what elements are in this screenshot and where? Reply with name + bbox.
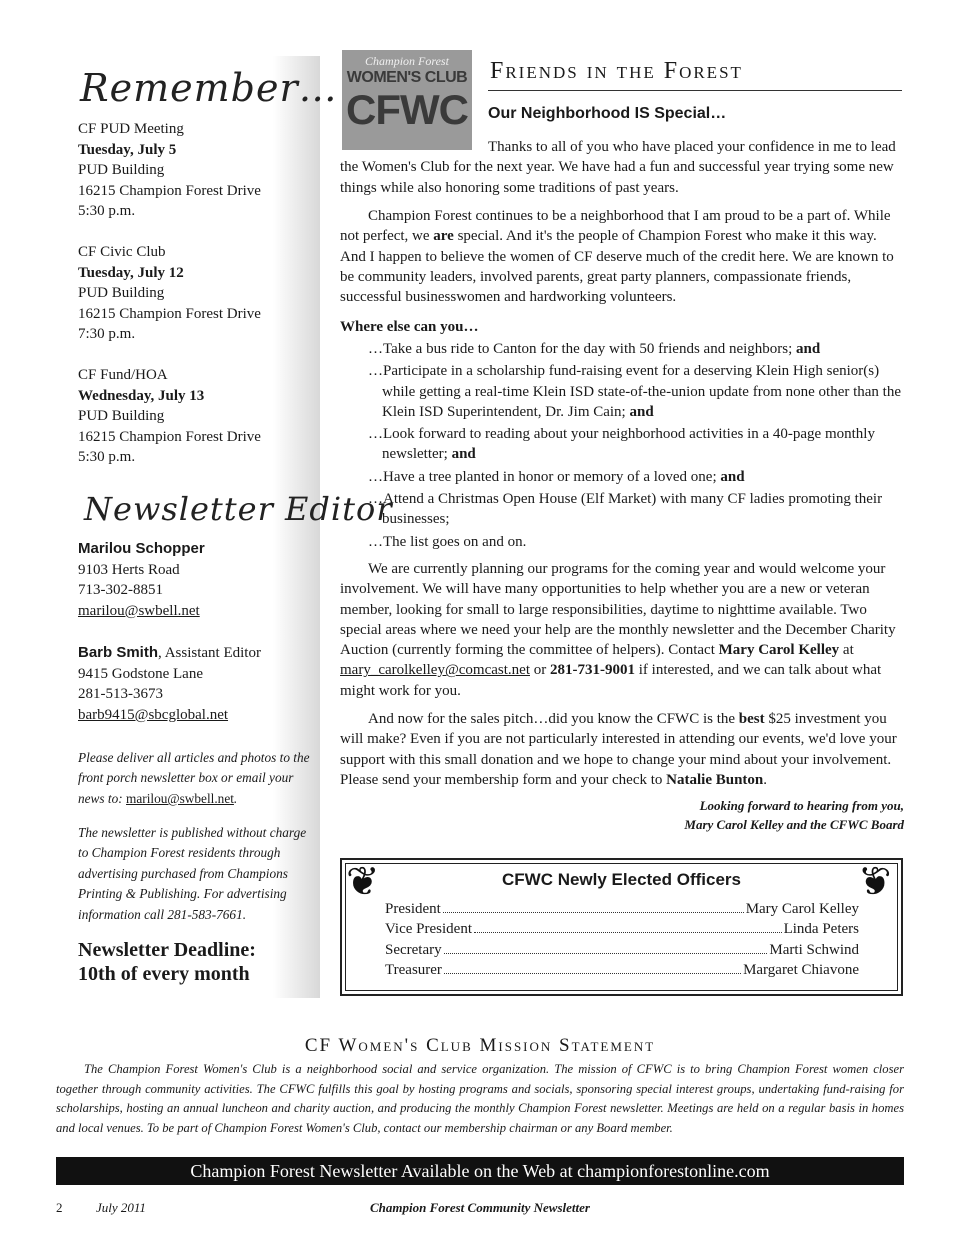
where-label: Where else can you… — [340, 319, 479, 335]
p4-bold: best — [738, 711, 765, 727]
article-paragraph-2 — [340, 206, 905, 307]
officer-role: President — [385, 901, 441, 917]
officer-row — [385, 941, 859, 959]
assistant-contact — [78, 643, 261, 725]
list-item — [368, 532, 908, 552]
p2-text: Champion Forest continues to be a neighborhood that I am proud to be a part of. While not perfect, we — [340, 208, 891, 245]
meeting-name: CF Civic Club — [78, 244, 166, 260]
delivery-note-text: Please deliver all articles and photos to the front porch newsletter box or email your news to: — [78, 750, 310, 806]
web-banner: Champion Forest Newsletter Available on the Web at championforestonline.com — [56, 1157, 904, 1185]
section-title: Friends in the Forest — [490, 58, 743, 84]
list-item — [368, 467, 908, 487]
logo-line2: WOMEN'S CLUB — [346, 69, 468, 86]
footer-date: July 2011 — [96, 1200, 146, 1215]
article-signature — [684, 797, 904, 834]
officers-title: CFWC Newly Elected Officers — [501, 870, 741, 889]
editor-phone: 713-302-8851 — [78, 582, 163, 599]
assistant-email-link[interactable]: barb9415@sbcglobal.net — [78, 706, 229, 723]
officer-role: Secretary — [385, 942, 442, 958]
membership-contact-name: Natalie Bunton — [666, 771, 764, 788]
meeting-time: 5:30 p.m. — [78, 203, 136, 220]
officer-role: Treasurer — [385, 962, 442, 978]
meeting-block — [78, 365, 261, 468]
list-item — [368, 424, 908, 465]
meeting-location: PUD Building — [78, 285, 165, 302]
meeting-address: 16215 Champion Forest Drive — [78, 182, 261, 199]
p2-text: special. And it's the people of Champion Forest who make it this way. And I happen to believe the women of CF deserve much of the credit here. We are known to be community leaders, involved parents, great party planners, compassionate friends, successful businesswomen and hardworking volunteers. — [340, 228, 894, 306]
officer-row — [385, 900, 859, 918]
assistant-role: , Assistant Editor — [158, 645, 261, 661]
officer-name: Linda Peters — [783, 921, 859, 937]
deadline-block — [78, 938, 256, 986]
editor-heading: Newsletter Editor — [84, 490, 393, 528]
leader-dots — [444, 961, 741, 974]
leader-dots — [444, 941, 768, 954]
officer-row — [385, 920, 859, 938]
list-item-conj: and — [792, 341, 821, 357]
editor-email-link[interactable]: marilou@swbell.net — [78, 602, 200, 619]
assistant-name: Barb Smith — [78, 644, 159, 661]
mission-text: The Champion Forest Women's Club is a neighborhood social and service organization. The mission of CFWC is to bring Champion Forest women closer together through community activities. The CFWC fulfills this goal by hosting programs and socials, sponsoring special interest groups, undertaking fund-raising for scholarships, hosting an annual luncheon and charity auction, and producing the monthly Champion Forest newsletter. Meetings are held on a regular basis in homes and local venues. To be part of Champion Forest Women's Club, contact our membership chairman or any Board member. — [56, 1062, 904, 1135]
list-item-text: …Attend a Christmas Open House (Elf Market) with many CF ladies promoting their businesses; — [368, 491, 883, 528]
officer-role: Vice President — [385, 921, 472, 937]
meeting-address: 16215 Champion Forest Drive — [78, 428, 261, 445]
publish-note: The newsletter is published without charge to Champion Forest residents through advertising purchased from Champions Printing & Publishing. For advertising information call 281-583-7661. — [78, 825, 307, 922]
officer-name: Margaret Chiavone — [743, 962, 859, 978]
leader-dots — [474, 920, 782, 933]
meeting-block — [78, 242, 261, 345]
article-subhead: Our Neighborhood IS Special… — [488, 105, 727, 122]
meeting-name: CF PUD Meeting — [78, 121, 184, 137]
list-item-text: …The list goes on and on. — [368, 533, 527, 550]
officer-row — [385, 961, 859, 979]
p4-text: $25 investment you will make? Even if you are not particularly interested in attending our events, we'd love your support with this small donation and we hope to change your mind about your involvement. Please send your membership form and your check to — [340, 711, 897, 788]
editor-name: Marilou Schopper — [78, 540, 205, 557]
editor-address: 9103 Herts Road — [78, 561, 180, 578]
right-flourish-icon: ❦ — [858, 859, 892, 904]
list-item-conj: and — [716, 468, 745, 485]
logo-line1: Champion Forest — [365, 54, 449, 68]
meeting-date: Tuesday, July 12 — [78, 264, 184, 281]
list-item-text: …Take a bus ride to Canton for the day with 50 friends and neighbors; — [368, 341, 793, 357]
list-item-text: …Have a tree planted in honor or memory of a loved one; — [368, 468, 717, 485]
p3-text: We are currently planning our programs for the coming year and would welcome your involvement. We will have many opportunities to help whether you are a new or veteran member, looking for small to large responsibilities, daytime to nighttime available. Two special areas where we need your help are the monthly newsletter and the December Charity Auction (currently forming the committee of helpers). Contact — [340, 561, 896, 659]
footer-publication: Champion Forest Community Newsletter — [370, 1200, 590, 1215]
article-paragraph-1: Thanks to all of you who have placed your confidence in me to lead the Women's Club for the next year. We have had a fun and successful year trying some new things while also honoring some traditions of past years. — [340, 139, 896, 196]
p3-text: or — [529, 662, 550, 679]
meeting-time: 7:30 p.m. — [78, 326, 136, 343]
meeting-location: PUD Building — [78, 408, 165, 425]
section-title-rule — [488, 90, 902, 91]
article-paragraph-3 — [340, 559, 905, 701]
list-item-text: …Participate in a scholarship fund-raising event for a deserving Klein High senior(s) while getting a real-time Klein ISD state-of-the-union update from none other than the Klein ISD Superintendent, Dr. Jim Cain; — [368, 363, 902, 420]
contact-phone: 281-731-9001 — [549, 662, 635, 679]
assistant-phone: 281-513-3673 — [78, 686, 163, 703]
left-flourish-icon: ❦ — [346, 859, 380, 904]
page-number: 2 — [56, 1200, 63, 1215]
signature-line1: Looking forward to hearing from you, — [699, 798, 904, 813]
signature-line2: Mary Carol Kelley and the CFWC Board — [684, 816, 904, 832]
deadline-label: Newsletter Deadline: — [78, 939, 256, 961]
list-item-conj: and — [447, 446, 476, 463]
remember-heading: Remember… — [80, 66, 338, 110]
list-item — [368, 339, 908, 359]
p3-text: at — [839, 642, 854, 659]
delivery-note: Please deliver all articles and photos to the front porch newsletter box or email your news to: marilou@swbell.net. — [78, 750, 310, 806]
contact-email-link[interactable]: mary_carolkelley@comcast.net — [340, 662, 530, 679]
list-item-text: …Look forward to reading about your neighborhood activities in a 40-page monthly newsletter; — [368, 426, 875, 463]
officer-name: Mary Carol Kelley — [745, 901, 859, 917]
activities-list — [368, 339, 908, 554]
assistant-address: 9415 Godstone Lane — [78, 665, 203, 682]
mission-title: CF Women's Club Mission Statement — [304, 1035, 656, 1056]
officer-name: Marti Schwind — [769, 942, 859, 958]
p2-bold: are — [433, 228, 454, 245]
deadline-value: 10th of every month — [78, 963, 250, 985]
editor-contact — [78, 539, 205, 621]
article-paragraph-4 — [340, 709, 905, 790]
meeting-name: CF Fund/HOA — [78, 367, 168, 383]
delivery-email-link[interactable]: marilou@swbell.net — [126, 790, 234, 806]
meeting-location: PUD Building — [78, 162, 165, 179]
p4-text: . — [763, 771, 768, 788]
logo-line3: CFWC — [346, 86, 468, 133]
contact-name: Mary Carol Kelley — [718, 642, 840, 659]
meeting-address: 16215 Champion Forest Drive — [78, 305, 261, 322]
list-item — [368, 489, 908, 530]
meeting-block — [78, 119, 261, 222]
meeting-time: 5:30 p.m. — [78, 449, 136, 466]
cfwc-logo — [342, 50, 472, 150]
meeting-date: Tuesday, July 5 — [78, 141, 177, 158]
list-item-conj: and — [625, 403, 654, 420]
p3-text: if interested, and we can talk about what might work for you. — [340, 662, 882, 699]
p4-text: And now for the sales pitch…did you know the CFWC is the — [368, 711, 739, 727]
leader-dots — [443, 900, 744, 913]
list-item — [368, 361, 908, 422]
meeting-date: Wednesday, July 13 — [78, 387, 205, 404]
